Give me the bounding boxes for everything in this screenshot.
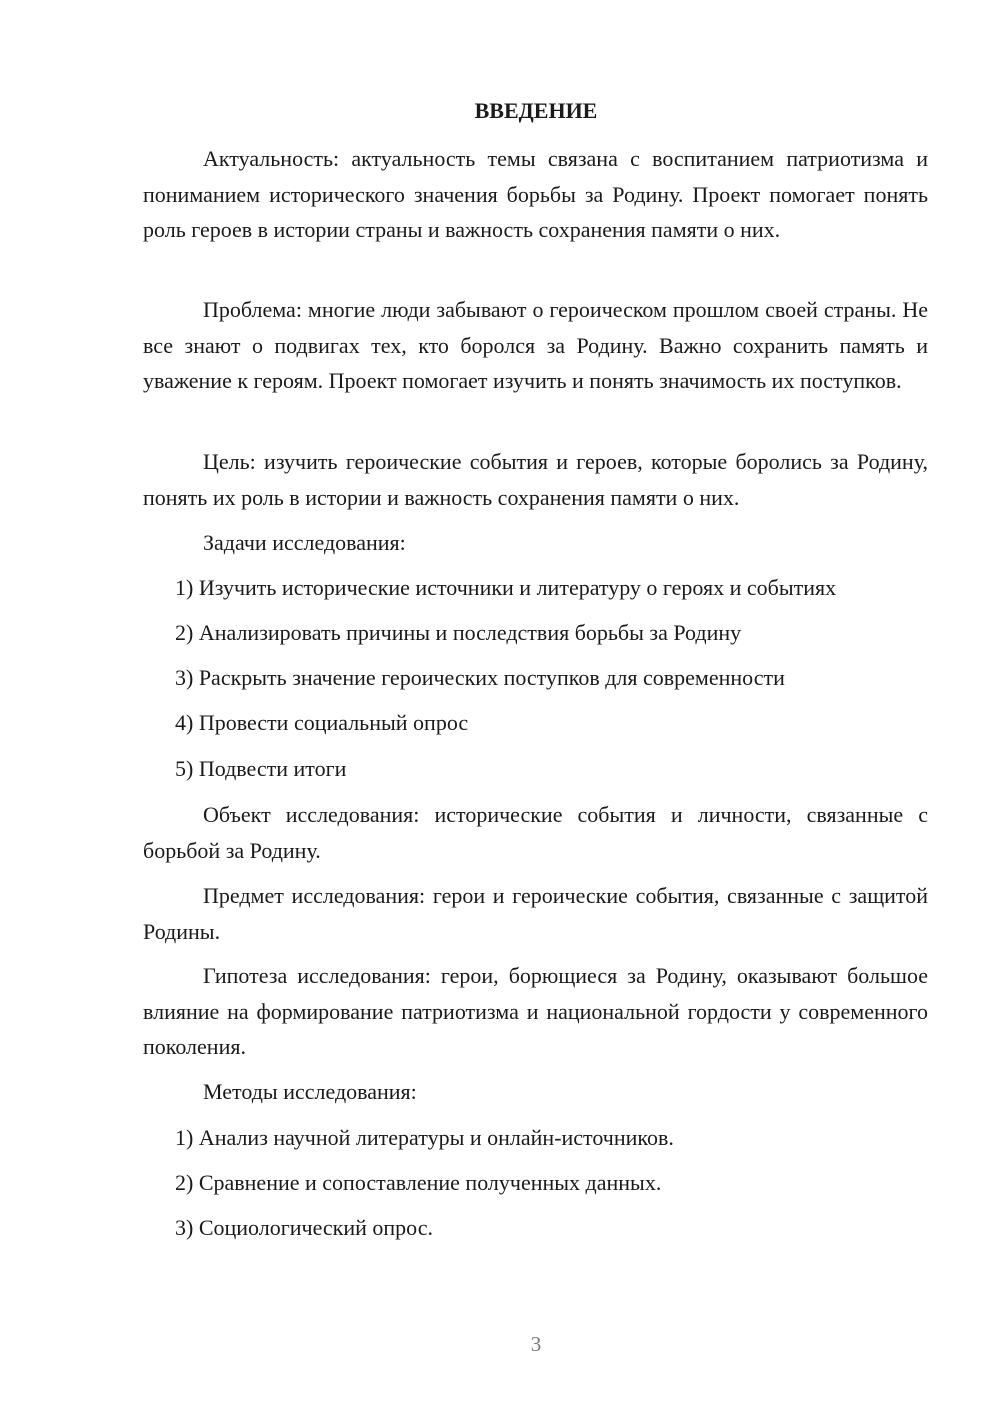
object-paragraph: Объект исследования: исторические события и личности, связанные с борьбой за Родину. xyxy=(143,802,928,863)
hypothesis-paragraph: Гипотеза исследования: герои, борющиеся за Родину, оказывают большое влияние на формирование патриотизма и национальной гордости у современного поколения. xyxy=(143,963,928,1059)
relevance-paragraph: Актуальность: актуальность темы связана с воспитанием патриотизма и пониманием исторического значения борьбы за Родину. Проект помогает понять роль героев в истории страны и важность сохранения памяти о них. xyxy=(143,146,928,242)
list-item: 5) Подвести итоги xyxy=(175,756,347,781)
list-item: 1) Изучить исторические источники и литературу о героях и событиях xyxy=(175,575,837,600)
list-item: 2) Анализировать причины и последствия борьбы за Родину xyxy=(175,620,742,645)
page-number: 3 xyxy=(530,1332,542,1356)
list-item: 1) Анализ научной литературы и онлайн-источников. xyxy=(175,1125,674,1150)
list-item: 2) Сравнение и сопоставление полученных данных. xyxy=(175,1170,662,1195)
page-title: ВВЕДЕНИЕ xyxy=(474,98,598,123)
subject-paragraph: Предмет исследования: герои и героические события, связанные с защитой Родины. xyxy=(143,883,928,944)
list-item: 3) Социологический опрос. xyxy=(175,1215,433,1240)
goal-paragraph: Цель: изучить героические события и героев, которые боролись за Родину, понять их роль в истории и важность сохранения памяти о них. xyxy=(143,449,928,510)
methods-heading: Методы исследования: xyxy=(203,1079,417,1104)
problem-paragraph: Проблема: многие люди забывают о героическом прошлом своей страны. Не все знают о подвигах тех, кто боролся за Родину. Важно сохранить память и уважение к героям. Проект помогает изучить и понять значимость их поступков. xyxy=(143,297,928,393)
tasks-heading: Задачи исследования: xyxy=(203,530,406,555)
list-item: 3) Раскрыть значение героических поступков для современности xyxy=(175,665,785,690)
list-item: 4) Провести социальный опрос xyxy=(175,710,469,735)
